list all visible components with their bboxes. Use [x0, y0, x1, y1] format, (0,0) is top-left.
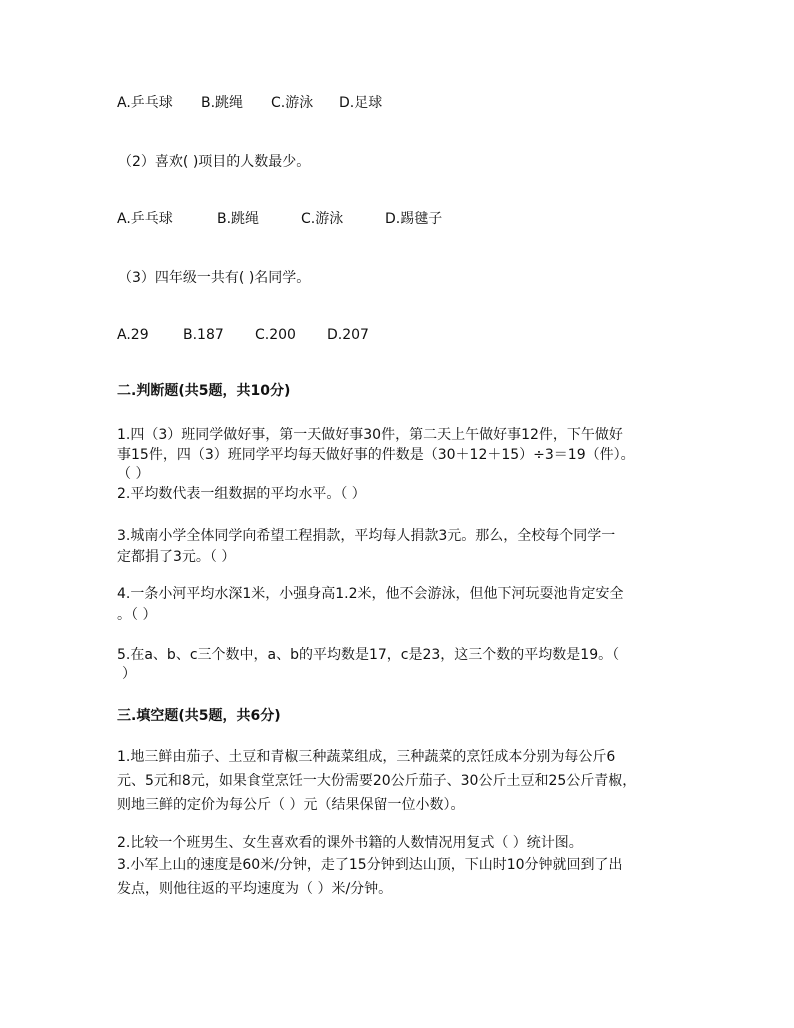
- section-3-heading: 三.填空题(共5题，共6分): [117, 708, 281, 724]
- judge-q1-line1: 1.四（3）班同学做好事，第一天做好事30件，第二天上午做好事12件，下午做好: [117, 427, 623, 443]
- fill-q3-line1: 3.小军上山的速度是60米/分钟，走了15分钟到达山顶，下山时10分钟就回到了出: [117, 857, 623, 873]
- judge-q1-line2: 事15件，四（3）班同学平均每天做好事的件数是（30＋12＋15）÷3＝19（件）。: [117, 447, 635, 463]
- fill-q1-line3: 则地三鲜的定价为每公斤（ ）元（结果保留一位小数）。: [117, 797, 465, 813]
- judge-q5-line1: 5.在a、b、c三个数中，a、b的平均数是17，c是23，这三个数的平均数是19。（: [117, 647, 620, 663]
- judge-q5-line2: ）: [122, 666, 136, 682]
- question-3-stem: （3）四年级一共有( )名同学。: [118, 270, 311, 286]
- option-b: B.跳绳: [217, 211, 260, 227]
- option-d: D.207: [327, 327, 369, 343]
- option-b: B.跳绳: [201, 95, 244, 111]
- judge-q3-line2: 定都捐了3元。（ ）: [117, 549, 236, 565]
- option-d: D.足球: [339, 95, 383, 111]
- fill-q1-line1: 1.地三鲜由茄子、土豆和青椒三种蔬菜组成，三种蔬菜的烹饪成本分别为每公斤6: [117, 749, 616, 765]
- option-a: A.乒乓球: [117, 211, 173, 227]
- q1-options: [117, 93, 382, 113]
- judge-q1-line3: （ ）: [117, 466, 150, 482]
- judge-q3-line1: 3.城南小学全体同学向希望工程捐款，平均每人捐款3元。那么，全校每个同学一: [117, 528, 616, 544]
- judge-q4-line1: 4.一条小河平均水深1米，小强身高1.2米，他不会游泳，但他下河玩耍池肯定安全: [117, 586, 624, 602]
- option-c: C.游泳: [271, 95, 314, 111]
- q2-options: [117, 209, 442, 229]
- section-2-heading: 二.判断题(共5题，共10分): [117, 383, 291, 399]
- question-2-stem: （2）喜欢( )项目的人数最少。: [118, 154, 311, 170]
- q3-options: [117, 325, 369, 345]
- option-d: D.踢毽子: [385, 211, 443, 227]
- option-a: A.29: [117, 327, 149, 343]
- judge-q4-line2: 。（ ）: [117, 607, 157, 623]
- option-a: A.乒乓球: [117, 95, 173, 111]
- fill-q3-line2: 发点，则他往返的平均速度为（ ）米/分钟。: [117, 881, 393, 897]
- option-c: C.200: [255, 327, 296, 343]
- judge-q2: 2.平均数代表一组数据的平均水平。（ ）: [117, 486, 366, 502]
- fill-q1-line2: 元、5元和8元，如果食堂烹饪一大份需要20公斤茄子、30公斤土豆和25公斤青椒，: [117, 773, 637, 789]
- option-c: C.游泳: [301, 211, 344, 227]
- option-b: B.187: [183, 327, 224, 343]
- fill-q2: 2.比较一个班男生、女生喜欢看的课外书籍的人数情况用复式（ ）统计图。: [117, 835, 583, 851]
